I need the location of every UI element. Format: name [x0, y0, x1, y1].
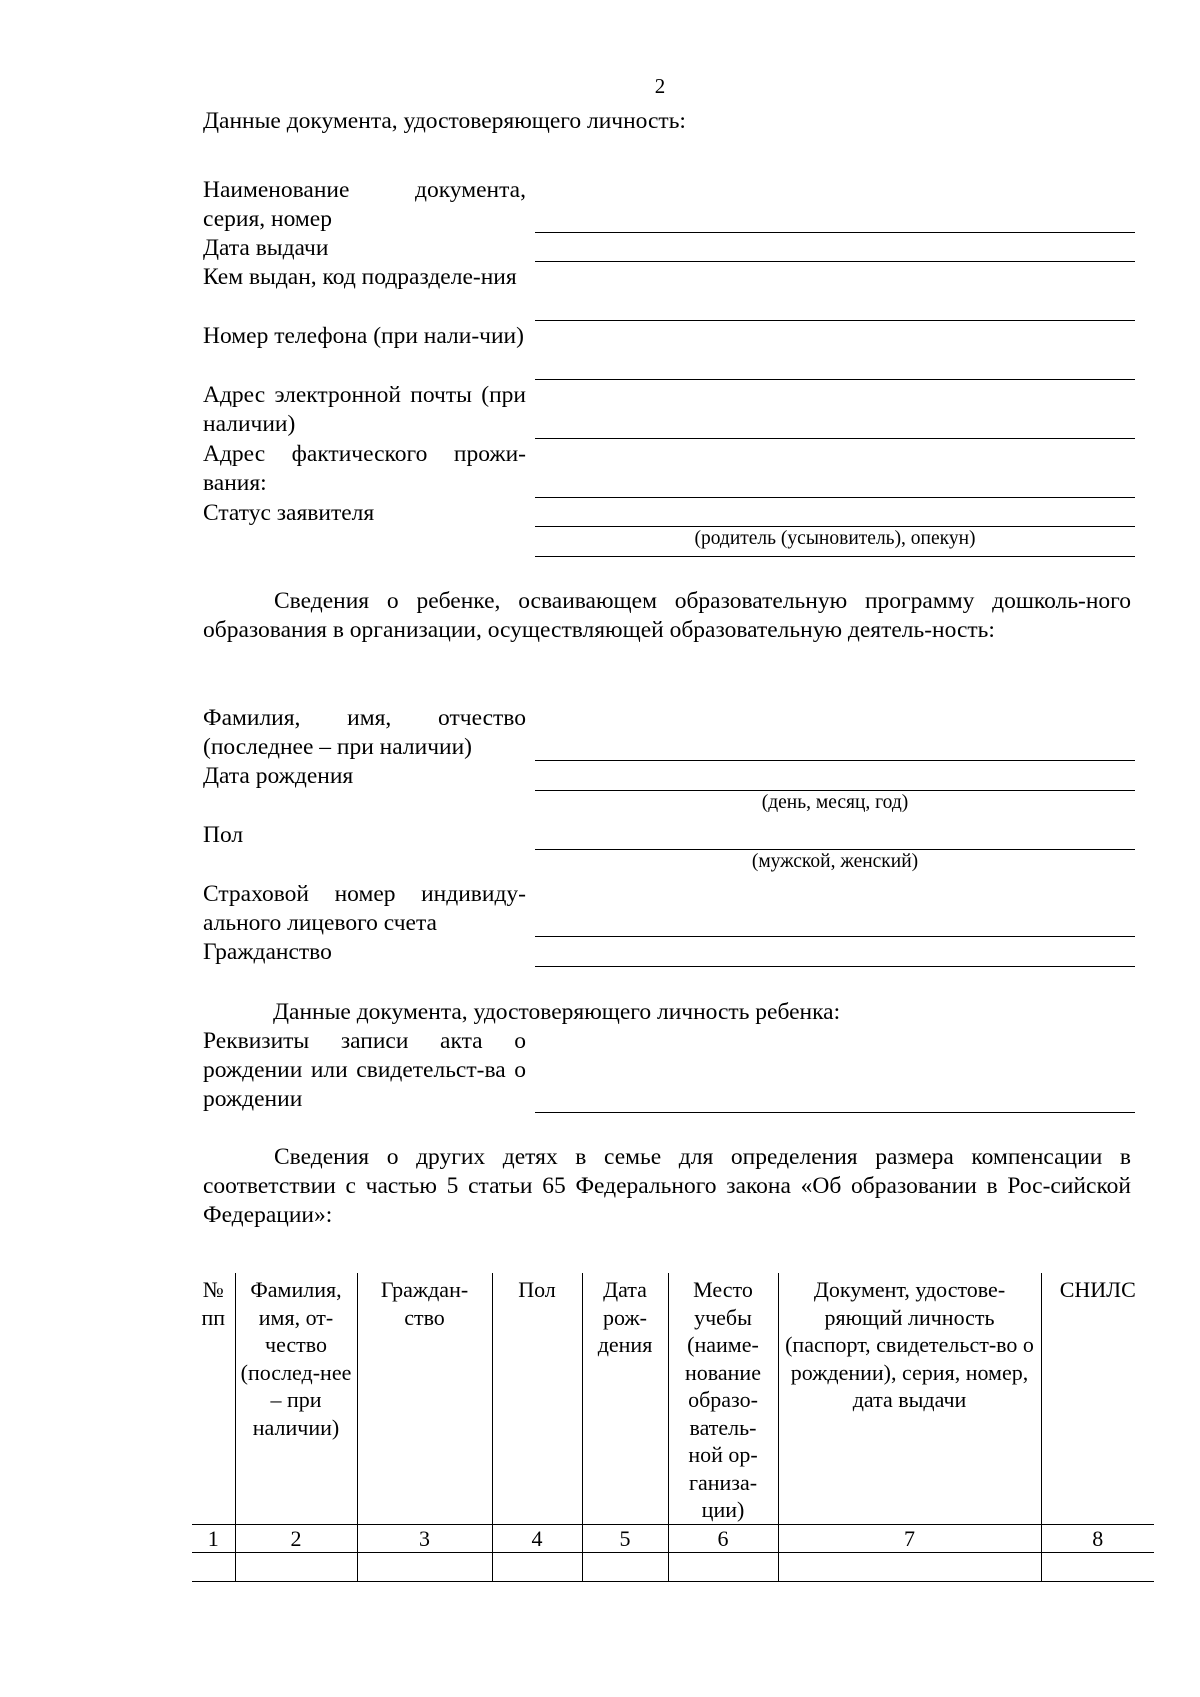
- column-number-cell: 4: [492, 1525, 582, 1553]
- table-header-label: СНИЛС: [1059, 1277, 1136, 1302]
- other-children-table: [192, 1273, 1154, 1582]
- other-children-paragraph: Сведения о других детях в семье для определения размера компенсации в соответствии с частью 5 статьи 65 Федерального закона «Об образовании в Рос-сийской Федерации»:: [203, 1144, 1131, 1228]
- table-header-cell: [1041, 1273, 1154, 1525]
- field-line-applicant-status[interactable]: [535, 526, 1135, 527]
- field-line-child-sex[interactable]: [535, 849, 1135, 850]
- applicant-doc-heading: Данные документа, удостоверяющего личность:: [203, 108, 686, 134]
- field-line-child-citizenship[interactable]: [535, 966, 1135, 967]
- field-label-issue-date: Дата выдачи: [203, 235, 329, 261]
- column-number-cell: 1: [192, 1525, 235, 1553]
- child-info-paragraph: Сведения о ребенке, осваивающем образовательную программу дошколь-ного образования в организации, осуществляющей образовательную деятель-ность:: [203, 588, 1131, 643]
- child-doc-heading: Данные документа, удостоверяющего личность ребенка:: [273, 999, 841, 1025]
- table-cell-id-document[interactable]: [778, 1553, 1041, 1582]
- field-line-doc-name[interactable]: [535, 232, 1135, 233]
- table-cell-sex[interactable]: [492, 1553, 582, 1582]
- field-label-child-citizenship: Гражданство: [203, 939, 332, 965]
- column-number-cell: 3: [357, 1525, 492, 1553]
- field-hint-child-sex: (мужской, женский): [751, 851, 919, 872]
- table-header-row: [192, 1273, 1154, 1525]
- field-label-phone: Номер телефона (при нали-чии): [203, 323, 524, 349]
- field-label-birth-record: Реквизиты записи акта о рождении или свидетельст-ва о рождении: [203, 1028, 526, 1112]
- field-line-child-birth-date[interactable]: [535, 790, 1135, 791]
- field-hint-applicant-status: (родитель (усыновитель), опекун): [694, 528, 976, 549]
- field-line-birth-record[interactable]: [535, 1112, 1135, 1113]
- table-header-cell: [357, 1273, 492, 1525]
- column-number-cell: 5: [582, 1525, 668, 1553]
- table-header-cell: [668, 1273, 778, 1525]
- table-cell-birth-date[interactable]: [582, 1553, 668, 1582]
- column-number-cell: 6: [668, 1525, 778, 1553]
- table-header-label: № пп: [201, 1277, 226, 1330]
- table-header-cell: [778, 1273, 1041, 1525]
- table-header-cell: [492, 1273, 582, 1525]
- field-line-email[interactable]: [535, 438, 1135, 439]
- table-header-label: Пол: [518, 1277, 556, 1302]
- field-hint-child-birth-date: (день, месяц, год): [761, 792, 909, 813]
- field-line-applicant-status-extra[interactable]: [535, 556, 1135, 557]
- table-cell-study-place[interactable]: [668, 1553, 778, 1582]
- table-row: [192, 1553, 1154, 1582]
- table-header-cell: [582, 1273, 668, 1525]
- table-header-label: Место учебы (наиме-нование образо-ватель-ной ор-ганиза-ции): [685, 1277, 761, 1522]
- field-line-child-snils[interactable]: [535, 936, 1135, 937]
- table-column-number-row: [192, 1525, 1154, 1553]
- column-number-cell: 7: [778, 1525, 1041, 1553]
- table-cell-name[interactable]: [235, 1553, 357, 1582]
- field-label-address: Адрес фактического прожи-вания:: [203, 441, 526, 496]
- page-number: 2: [654, 74, 666, 98]
- table-header-label: Документ, удостове-ряющий личность (паспорт, свидетельст-во о рождении), серия, номер, дата выдачи: [785, 1277, 1034, 1412]
- field-label-email: Адрес электронной почты (при наличии): [203, 382, 526, 437]
- field-label-child-name: Фамилия, имя, отчество (последнее – при наличии): [203, 705, 526, 760]
- table-header-label: Дата рож-дения: [597, 1277, 653, 1357]
- field-label-doc-name: Наименование документа, серия, номер: [203, 177, 526, 232]
- field-label-child-sex: Пол: [203, 822, 244, 848]
- field-line-issue-date[interactable]: [535, 261, 1135, 262]
- field-line-child-name[interactable]: [535, 760, 1135, 761]
- field-line-issued-by[interactable]: [535, 320, 1135, 321]
- field-line-address[interactable]: [535, 497, 1135, 498]
- field-label-issued-by: Кем выдан, код подразделе-ния: [203, 264, 517, 290]
- field-line-phone[interactable]: [535, 379, 1135, 380]
- table-cell-snils[interactable]: [1041, 1553, 1154, 1582]
- table-header-label: Фамилия, имя, от-чество (послед-нее – при наличии): [240, 1277, 352, 1440]
- table-header-cell: [235, 1273, 357, 1525]
- table-header-cell: [192, 1273, 235, 1525]
- table-cell-number[interactable]: [192, 1553, 235, 1582]
- column-number-cell: 8: [1041, 1525, 1154, 1553]
- field-label-child-snils: Страховой номер индивиду-ального лицевого счета: [203, 881, 526, 936]
- field-label-child-birth-date: Дата рождения: [203, 763, 354, 789]
- table-cell-citizenship[interactable]: [357, 1553, 492, 1582]
- field-label-applicant-status: Статус заявителя: [203, 500, 375, 526]
- column-number-cell: 2: [235, 1525, 357, 1553]
- table-header-label: Граждан-ство: [380, 1277, 469, 1330]
